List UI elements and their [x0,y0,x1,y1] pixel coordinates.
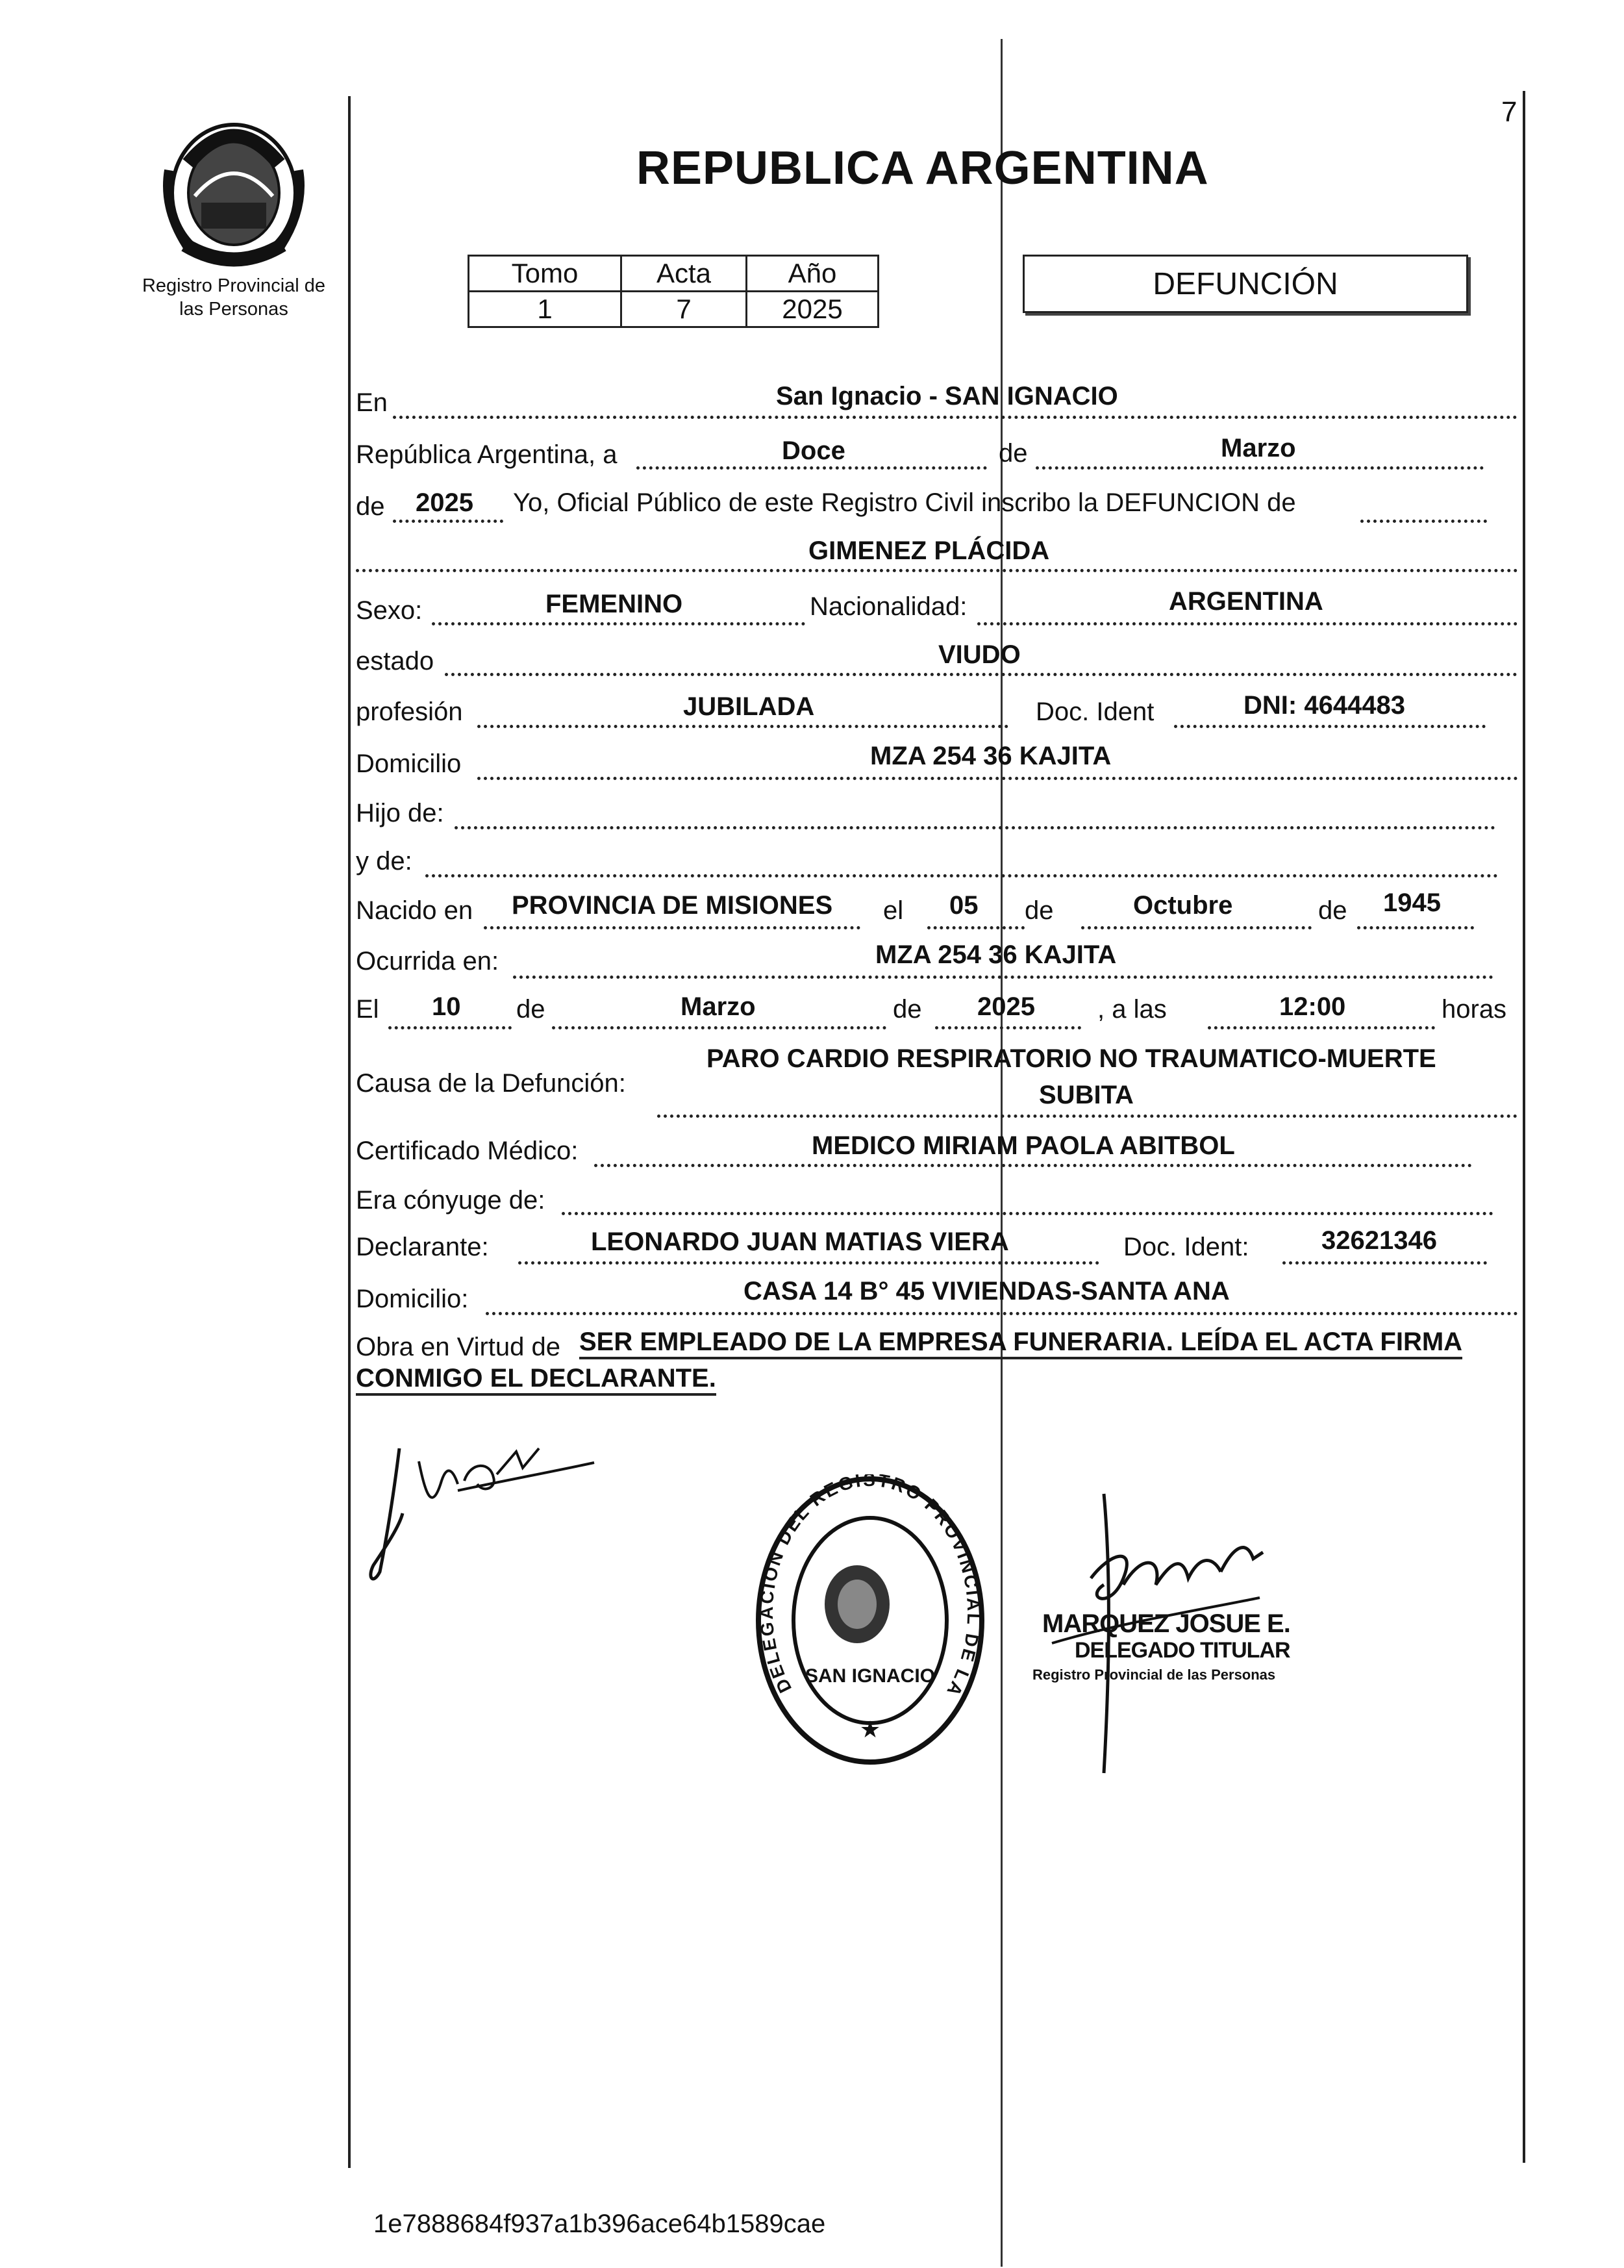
dotted-line [477,725,1008,728]
dotted-line [636,466,987,470]
decl-domicilio-value: CASA 14 B° 45 VIVIENDAS-SANTA ANA [743,1277,1230,1305]
seal-star: ★ [859,1717,881,1743]
nacido-label: Nacido en [356,896,473,925]
seal-icon [753,1474,987,1767]
year-prefix: de [356,492,385,521]
dotted-line [393,416,1518,419]
dotted-line [425,874,1498,877]
profesion-label: profesión [356,698,463,726]
year-value: 2025 [416,488,473,517]
seal-outer-text: DELEGACION DEL REGISTRO PROVINCIAL DE LA [756,1474,984,1702]
nacionalidad-label: Nacionalidad: [810,592,968,621]
record-type-box [1023,255,1468,313]
hijo-label: Hijo de: [356,799,444,827]
dotted-line [594,1164,1472,1167]
page-number: 7 [1501,96,1518,128]
table-header: Año [747,256,879,292]
de-label: de [999,439,1028,468]
left-margin-line [348,96,351,2168]
republica-label: República Argentina, a [356,440,618,469]
domicilio-value: MZA 254 36 KAJITA [870,742,1112,770]
estado-value: VIUDO [938,640,1021,669]
dotted-line [477,777,1518,780]
dotted-line [484,926,860,929]
certificado-label: Certificado Médico: [356,1137,579,1165]
official-name: MARQUEZ JOSUE E. [1042,1609,1290,1638]
official-text: Yo, Oficial Público de este Registro Civil inscribo la DEFUNCION de [513,488,1296,517]
official-title: DELEGADO TITULAR [1075,1638,1290,1663]
yde-label: y de: [356,847,412,876]
nacido-de2: de [1318,896,1347,925]
dotted-line [393,520,503,523]
nacido-de1: de [1025,896,1054,925]
estado-label: estado [356,647,434,675]
dotted-line [356,569,1518,572]
profesion-value: JUBILADA [683,692,815,721]
dotted-line [1036,466,1484,470]
domicilio-label: Domicilio [356,750,462,778]
table-cell: 7 [621,292,747,327]
emblem-icon [156,112,312,274]
nacido-lugar: PROVINCIA DE MISIONES [512,891,833,920]
conyuge-label: Era cónyuge de: [356,1186,545,1215]
table-header: Tomo [469,256,621,292]
el-de1: de [516,995,545,1024]
dotted-line [657,1115,1518,1118]
causa-line1: PARO CARDIO RESPIRATORIO NO TRAUMATICO-MUERTE [706,1044,1436,1073]
hora-value: 12:00 [1279,992,1346,1021]
declarante-value: LEONARDO JUAN MATIAS VIERA [591,1228,1009,1256]
certificado-value: MEDICO MIRIAM PAOLA ABITBOL [812,1131,1235,1160]
el-de2: de [893,995,922,1024]
registry-seal [753,1474,987,1767]
day-words: Doce [782,436,845,465]
official-office: Registro Provincial de las Personas [1032,1667,1276,1683]
declarante-doc-label: Doc. Ident: [1123,1233,1249,1261]
dotted-line [1174,725,1486,728]
causa-line2: SUBITA [1039,1081,1134,1109]
dotted-line [432,622,805,625]
dotted-line [1282,1261,1487,1265]
sexo-value: FEMENINO [545,590,683,618]
registry-label: Registro Provincial de las Personas [142,275,326,320]
record-type: DEFUNCIÓN [1153,266,1338,301]
doc-value: DNI: 4644483 [1243,691,1406,720]
decl-domicilio-label: Domicilio: [356,1285,469,1313]
dotted-line [455,826,1495,829]
declarante-doc-value: 32621346 [1321,1226,1437,1255]
table-cell: 2025 [747,292,879,327]
record-table [468,255,879,328]
ocurrida-label: Ocurrida en: [356,947,499,976]
dotted-line [388,1026,512,1029]
obra-line1: SER EMPLEADO DE LA EMPRESA FUNERARIA. LEÍDA EL ACTA FIRMA [579,1328,1462,1359]
horas-label: horas [1442,995,1507,1024]
table-header: Acta [621,256,747,292]
dotted-line [1360,520,1487,523]
dotted-line [1081,926,1312,929]
declarant-signature [360,1422,607,1591]
causa-label: Causa de la Defunción: [356,1069,626,1098]
dotted-line [518,1261,1099,1265]
dotted-line [513,976,1493,979]
document-title: REPUBLICA ARGENTINA [636,142,1209,194]
declarante-label: Declarante: [356,1233,489,1261]
nacionalidad-value: ARGENTINA [1169,587,1323,616]
el-label: El [356,995,379,1024]
nacido-anio: 1945 [1383,888,1441,917]
dotted-line [486,1312,1518,1315]
en-label: En [356,388,388,417]
dotted-line [935,1026,1081,1029]
nacido-mes: Octubre [1133,891,1233,920]
en-value: San Ignacio - SAN IGNACIO [776,382,1118,410]
seal-inner-text: SAN IGNACIO [805,1665,936,1687]
dotted-line [552,1026,886,1029]
dotted-line [1357,926,1474,929]
sexo-label: Sexo: [356,596,423,625]
deceased-name: GIMENEZ PLÁCIDA [808,536,1050,565]
dotted-line [1208,1026,1435,1029]
province-emblem [156,112,312,274]
nacido-dia: 05 [949,891,979,920]
dotted-line [562,1212,1493,1215]
dotted-line [927,926,1025,929]
right-margin-line [1523,91,1525,2163]
el-anio: 2025 [977,992,1035,1021]
doc-label: Doc. Ident [1036,698,1155,726]
dotted-line [977,622,1518,625]
obra-line2: CONMIGO EL DECLARANTE. [356,1364,716,1396]
el-dia: 10 [432,992,461,1021]
document-hash: 1e7888684f937a1b396ace64b1589cae [373,2210,826,2238]
a-las-label: , a las [1097,995,1167,1024]
dotted-line [445,673,1518,676]
nacido-el-label: el [883,896,904,925]
obra-label: Obra en Virtud de [356,1333,561,1361]
el-mes: Marzo [681,992,756,1021]
month-words: Marzo [1221,434,1296,462]
ocurrida-value: MZA 254 36 KAJITA [875,940,1117,969]
table-cell: 1 [469,292,621,327]
signature-icon [360,1422,607,1591]
